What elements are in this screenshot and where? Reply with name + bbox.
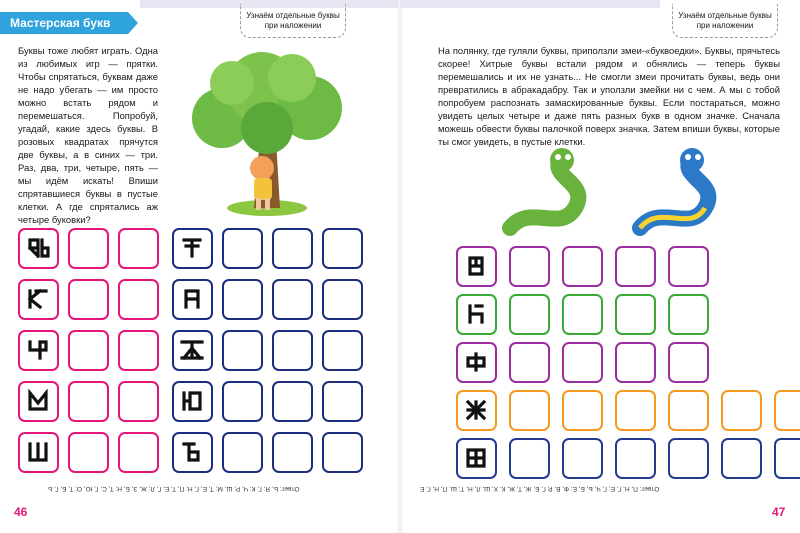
- answer-cell[interactable]: [721, 390, 762, 431]
- answer-cell[interactable]: [118, 279, 159, 320]
- answer-cell[interactable]: [68, 228, 109, 269]
- sh-t-glyph: [26, 440, 50, 464]
- glyph-cell: [18, 228, 59, 269]
- answer-cell[interactable]: [509, 294, 550, 335]
- answer-cell[interactable]: [272, 381, 313, 422]
- zh-t-x-glyph: [464, 398, 488, 422]
- answer-cell[interactable]: [272, 228, 313, 269]
- glyph-cell: [172, 381, 213, 422]
- answer-cell[interactable]: [222, 279, 263, 320]
- ch-r-glyph: [26, 338, 50, 362]
- answer-cell[interactable]: [272, 432, 313, 473]
- answer-cell[interactable]: [118, 228, 159, 269]
- answer-cell[interactable]: [509, 246, 550, 287]
- answer-cell[interactable]: [68, 432, 109, 473]
- answer-cell[interactable]: [118, 381, 159, 422]
- glyph-cell: [456, 390, 497, 431]
- ya-soft-sign-glyph: [26, 236, 50, 260]
- snakes-illustration: [500, 148, 750, 243]
- f-v-r-glyph: [464, 350, 488, 374]
- topic-note: Узнаём отдельные буквы при наложении: [672, 4, 778, 38]
- answer-cell[interactable]: [668, 342, 709, 383]
- answer-cell[interactable]: [322, 432, 363, 473]
- answer-cell[interactable]: [322, 381, 363, 422]
- answer-cell[interactable]: [668, 246, 709, 287]
- answer-cell[interactable]: [68, 330, 109, 371]
- answer-cell[interactable]: [562, 246, 603, 287]
- glyph-cell: [18, 432, 59, 473]
- answer-cell[interactable]: [222, 228, 263, 269]
- answer-cell[interactable]: [774, 390, 800, 431]
- glyph-cell: [172, 330, 213, 371]
- answer-cell[interactable]: [668, 390, 709, 431]
- instructions-text: Буквы тоже любят играть. Одна из любимых игр — прятки. Чтобы спрятаться, буквам даже не надо убегать — им просто можно встать рядом и перемешаться. Попробуй, угадай, какие здесь буквы. В розовых квадратах прячутся две буквы, а в синих — три. Раз, два, три, четыре, пять — мы идём искать! Впиши спрятавшиеся буквы в пустые клетки. А где спрятались аж четыре буковки?: [18, 45, 158, 225]
- glyph-cell: [18, 381, 59, 422]
- g-k-glyph: [26, 287, 50, 311]
- sh-m-glyph: [26, 389, 50, 413]
- tree-girl-illustration: [172, 48, 362, 220]
- answer-cell[interactable]: [222, 381, 263, 422]
- glyph-cell: [456, 342, 497, 383]
- glyph-cell: [456, 246, 497, 287]
- answer-cell[interactable]: [668, 438, 709, 479]
- answer-cell[interactable]: [615, 390, 656, 431]
- answer-cell[interactable]: [615, 246, 656, 287]
- answer-cell[interactable]: [562, 390, 603, 431]
- answer-cell[interactable]: [68, 279, 109, 320]
- glyph-cell: [18, 279, 59, 320]
- answer-cell[interactable]: [615, 294, 656, 335]
- answer-cell[interactable]: [272, 279, 313, 320]
- instructions-text: На полянку, где гуляли буквы, приползли змеи-«буквоедки». Буквы, прячьтесь скорее! Хитрые буквы встали рядом и обнялись — теперь буквы перемешались и их не узнать... Не смогли змеи прочитать буквы, ведь они превратились в абракадабру. Так и уползли змейки ни с чем. А мы с тобой попробуем распознать замаскированные буквы. Если постараться, можно увидеть целых четыре и даже пять разных букв в одном значке. Сначала можешь обвести буквы палочкой поверх значка. Затем впиши буквы, которые ты смог увидеть, в пустые клетки.: [438, 45, 780, 147]
- answer-cell[interactable]: [615, 342, 656, 383]
- answer-cell[interactable]: [509, 342, 550, 383]
- sh-p-n-glyph: [464, 446, 488, 470]
- top-band: [400, 0, 660, 8]
- answer-cell[interactable]: [322, 279, 363, 320]
- answer-cell[interactable]: [272, 330, 313, 371]
- answer-cell[interactable]: [562, 294, 603, 335]
- answer-cell[interactable]: [222, 330, 263, 371]
- t-b-g-soft-glyph: [180, 440, 204, 464]
- page-title: Мастерская букв: [0, 12, 128, 34]
- answer-cell[interactable]: [322, 330, 363, 371]
- answer-cell[interactable]: [721, 438, 762, 479]
- right-page: [400, 0, 800, 533]
- t-e-g-n-glyph: [180, 236, 204, 260]
- answer-cell[interactable]: [562, 342, 603, 383]
- answer-text: Ответ: Ь, Я; Г, К; Ч, Р; Ш, М; Т, Е, Г, Н; П, Т, Е, Г, Л; Ж, З, Б, Н; Т, С, Г, Ю, О; Т, Б, Г, Ь: [48, 485, 300, 492]
- answer-cell[interactable]: [118, 432, 159, 473]
- t-s-g-yu-o-glyph: [180, 389, 204, 413]
- topic-note: Узнаём отдельные буквы при наложении: [240, 4, 346, 38]
- answer-cell[interactable]: [562, 438, 603, 479]
- page-number: 46: [14, 505, 28, 519]
- answer-cell[interactable]: [509, 438, 550, 479]
- answer-cell[interactable]: [668, 294, 709, 335]
- glyph-cell: [18, 330, 59, 371]
- page-number: 47: [772, 505, 786, 519]
- glyph-cell: [456, 294, 497, 335]
- glyph-cell: [172, 432, 213, 473]
- answer-cell[interactable]: [774, 438, 800, 479]
- p-t-e-g-l-glyph: [180, 287, 204, 311]
- answer-text: Ответ: П, Н, Г, Е; Г, Ч, Ь, Б, Е; Ф, В, Р, Г, Б; Ж, Т, Ж, К, Х, Ш, Л, Н, Т; Ш, П, Н, Г, Е: [420, 485, 660, 492]
- e-n-g-p-glyph: [464, 254, 488, 278]
- answer-cell[interactable]: [222, 432, 263, 473]
- answer-cell[interactable]: [118, 330, 159, 371]
- glyph-cell: [172, 228, 213, 269]
- ch-b-glyph: [464, 302, 488, 326]
- answer-cell[interactable]: [322, 228, 363, 269]
- zh-z-b-n-glyph: [180, 338, 204, 362]
- answer-cell[interactable]: [68, 381, 109, 422]
- glyph-cell: [456, 438, 497, 479]
- answer-cell[interactable]: [509, 390, 550, 431]
- answer-cell[interactable]: [615, 438, 656, 479]
- glyph-cell: [172, 279, 213, 320]
